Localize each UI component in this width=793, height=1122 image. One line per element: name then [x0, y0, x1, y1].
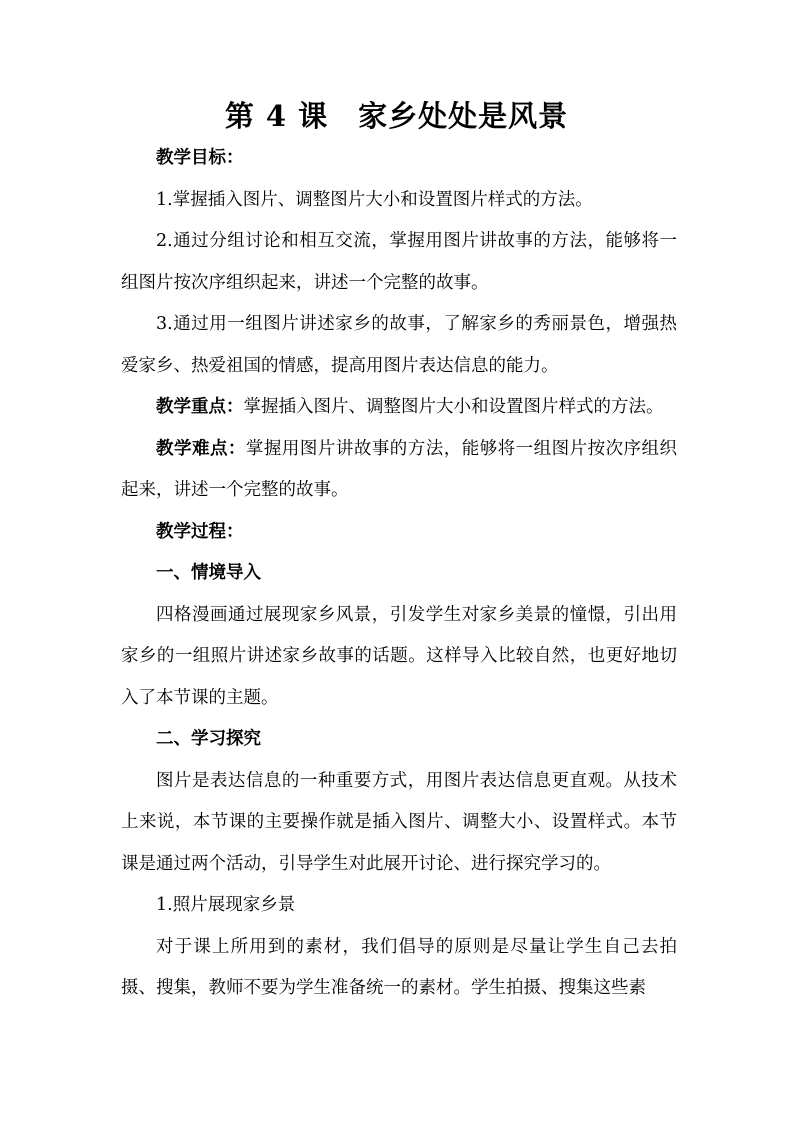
process-heading: 教学过程： — [156, 521, 244, 542]
section-2-text: 图片是表达信息的一种重要方式，用图片表达信息更直观。从技术上来说，本节课的主要操作就是插入图片、调整大小、设置样式。本节课是通过两个活动，引导学生对此展开讨论、进行探究学习的。 — [121, 770, 677, 874]
section-1-heading: 一、情境导入 — [156, 563, 261, 583]
objective-1: 1.掌握插入图片、调整图片大小和设置图片样式的方法。 — [156, 189, 593, 210]
objective-3: 3.通过用一组图片讲述家乡的故事，了解家乡的秀丽景色，增强热爱家乡、热爱祖国的情感，提高用图片表达信息的能力。 — [121, 314, 677, 376]
subsection-1-heading: 1.照片展现家乡景 — [156, 895, 296, 915]
difficulty-label: 教学难点： — [156, 438, 246, 459]
objective-2: 2.通过分组讨论和相互交流，掌握用图片讲故事的方法，能够将一组图片按次序组织起来，讲述一个完整的故事。 — [121, 231, 677, 293]
key-point-text: 掌握插入图片、调整图片大小和设置图片样式的方法。 — [243, 397, 664, 417]
objectives-heading: 教学目标： — [156, 148, 244, 168]
section-2-heading: 二、学习探究 — [156, 729, 261, 749]
document-body — [121, 138, 677, 1010]
section-1-text: 四格漫画通过展现家乡风景，引发学生对家乡美景的憧憬，引出用家乡的一组照片讲述家乡故事的话题。这样导入比较自然，也更好地切入了本节课的主题。 — [121, 604, 677, 708]
key-point-paragraph — [121, 387, 677, 429]
subsection-1-text: 对于课上所用到的素材，我们倡导的原则是尽量让学生自己去拍摄、搜集，教师不要为学生准备统一的素材。学生拍摄、搜集这些素 — [121, 936, 677, 998]
key-point-label: 教学重点： — [156, 397, 244, 417]
difficulty-text: 掌握用图片讲故事的方法，能够将一组图片按次序组织起来，讲述一个完整的故事。 — [121, 438, 678, 500]
difficulty-paragraph — [121, 429, 677, 512]
page-title: 第 4 课 家乡处处是风景 — [224, 99, 569, 133]
